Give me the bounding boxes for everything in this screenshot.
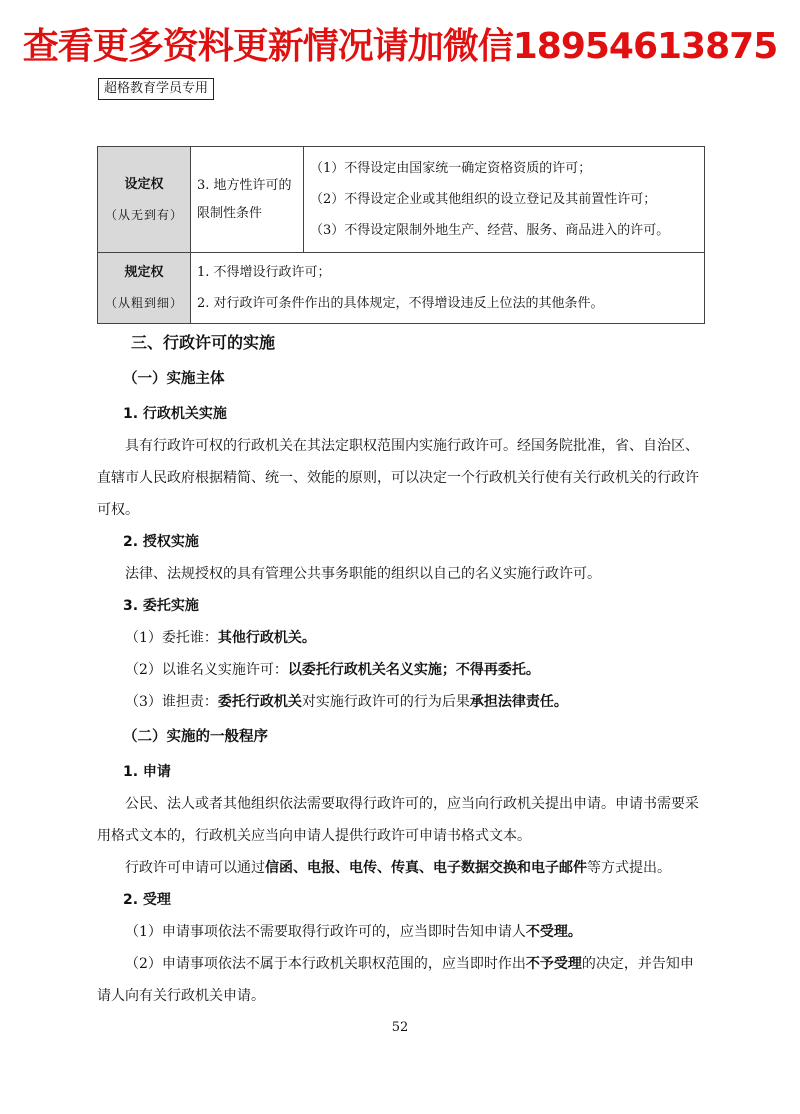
list-item: 1. 不得增设行政许可； — [197, 265, 331, 280]
subsection-heading: （二）实施的一般程序 — [123, 729, 268, 745]
item-heading: 2. 授权实施 — [123, 534, 199, 550]
item-heading: 2. 受理 — [123, 892, 171, 908]
item-heading: 1. 申请 — [123, 764, 171, 780]
text-normal: （2）申请事项依法不属于本行政机关职权范围的，应当即时作出 — [125, 956, 526, 972]
paragraph — [97, 948, 705, 1012]
paragraph — [97, 654, 705, 686]
list-item: 2. 对行政许可条件作出的具体规定，不得增设违反上位法的其他条件。 — [197, 296, 604, 311]
item-heading: 1. 行政机关实施 — [123, 406, 227, 422]
row-header-title: 设定权 — [124, 176, 164, 192]
paragraph — [97, 852, 705, 884]
table-row — [98, 253, 705, 324]
row-header-title: 规定权 — [124, 265, 164, 280]
subsection-heading: （一）实施主体 — [123, 371, 225, 387]
text-normal: （2）以谁名义实施许可： — [125, 662, 288, 678]
member-stamp: 超格教育学员专用 — [98, 78, 214, 100]
paragraph: 具有行政许可权的行政机关在其法定职权范围内实施行政许可。经国务院批准，省、自治区、直辖市人民政府根据精简、统一、效能的原则，可以决定一个行政机关行使有关行政机关的行政许可权。 — [97, 438, 699, 518]
main-content — [97, 326, 705, 1012]
item-heading: 3. 委托实施 — [123, 598, 199, 614]
row-header-setting — [98, 147, 191, 253]
text-bold: 不受理。 — [525, 924, 582, 940]
regulating-items — [191, 253, 705, 324]
text-normal: 对实施行政许可的行为后果 — [301, 694, 470, 710]
paragraph — [97, 686, 705, 718]
watermark-banner: 查看更多资料更新情况请加微信18954613875 — [22, 26, 778, 67]
paragraph — [97, 622, 705, 654]
text-bold: 不予受理 — [525, 956, 582, 972]
table-row — [98, 147, 705, 253]
paragraph: 公民、法人或者其他组织依法需要取得行政许可的，应当向行政机关提出申请。申请书需要采用格式文本的，行政机关应当向申请人提供行政许可申请书格式文本。 — [97, 796, 699, 844]
list-item: （2）不得设定企业或其他组织的设立登记及其前置性许可； — [310, 192, 657, 207]
text-bold: 委托行政机关 — [217, 694, 302, 710]
paragraph: 法律、法规授权的具有管理公共事务职能的组织以自己的名义实施行政许可。 — [125, 566, 601, 582]
text-bold: 信函、电报、电传、传真、电子数据交换和电子邮件 — [265, 860, 587, 876]
text-bold: 以委托行政机关名义实施；不得再委托。 — [287, 662, 540, 678]
row-header-subtitle: （从无到有） — [104, 207, 183, 222]
restriction-table — [97, 146, 705, 324]
condition-label: 3. 地方性许可的限制性条件 — [191, 147, 304, 253]
page-number: 52 — [391, 1020, 409, 1035]
text-bold: 承担法律责任。 — [469, 694, 568, 710]
row-header-regulating — [98, 253, 191, 324]
list-item: （1）不得设定由国家统一确定资格资质的许可； — [310, 161, 592, 176]
section-heading: 三、行政许可的实施 — [131, 333, 276, 352]
list-item: （3）不得设定限制外地生产、经营、服务、商品进入的许可。 — [310, 223, 670, 238]
row-header-subtitle: （从粗到细） — [104, 296, 183, 310]
text-normal: 的决定，并告知申请人向有关行政机关申请。 — [97, 956, 694, 1004]
text-normal: 等方式提出。 — [587, 860, 671, 876]
text-normal: （1）委托谁： — [125, 630, 218, 646]
text-normal: （3）谁担责： — [125, 694, 218, 710]
text-bold: 其他行政机关。 — [217, 630, 316, 646]
paragraph — [97, 916, 705, 948]
text-normal: （1）申请事项依法不需要取得行政许可的，应当即时告知申请人 — [125, 924, 526, 940]
text-normal: 行政许可申请可以通过 — [125, 860, 265, 876]
condition-items — [304, 147, 705, 253]
